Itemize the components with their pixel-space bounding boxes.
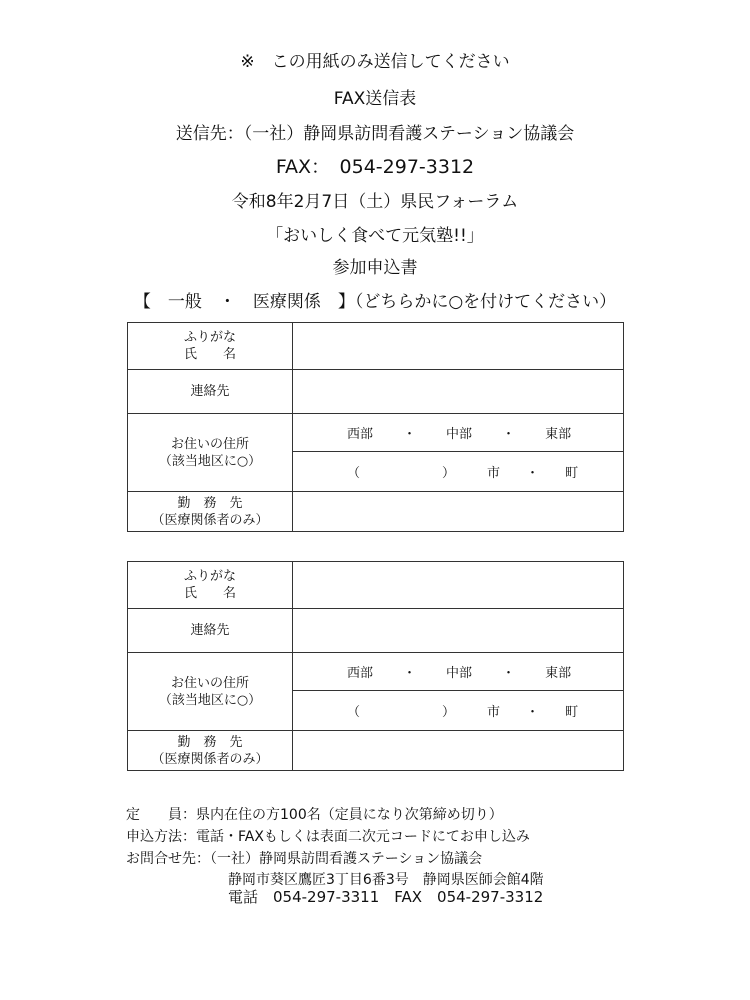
paren-close: ） — [442, 705, 456, 720]
region-east[interactable]: 東部 — [545, 427, 572, 442]
application-form-2 — [127, 561, 624, 771]
name-label-text: 氏 名 — [183, 586, 236, 601]
contact-label: 連絡先 — [128, 609, 293, 653]
application-form-1 — [127, 322, 624, 532]
city-field[interactable] — [293, 452, 624, 492]
address-label — [128, 653, 293, 731]
contact-field[interactable] — [293, 370, 624, 414]
separator-dot: ・ — [403, 427, 417, 442]
separator-dot: ・ — [526, 705, 540, 720]
paren-open: （ — [347, 466, 361, 481]
region-west[interactable]: 西部 — [347, 427, 374, 442]
workplace-label — [128, 731, 293, 771]
category-select: 【 一般 ・ 医療関係 】（どちらかに○を付けてください） — [133, 292, 617, 312]
event-date: 令和8年2月7日（土）県民フォーラム — [231, 192, 519, 212]
separator-dot: ・ — [502, 427, 516, 442]
workplace-field[interactable] — [293, 731, 624, 771]
town-option[interactable]: 町 — [565, 466, 579, 481]
workplace-field[interactable] — [293, 492, 624, 532]
inquiry-address: 静岡市葵区鷹匠3丁目6番3号 静岡県医師会館4階 — [228, 872, 544, 888]
address-label — [128, 414, 293, 492]
separator-dot: ・ — [403, 666, 417, 681]
workplace-label-text: 勤 務 先 — [177, 734, 243, 750]
furigana-label: ふりがな — [183, 569, 236, 584]
city-option[interactable]: 市 — [487, 705, 501, 720]
capacity-info: 定 員：県内在住の方100名（定員になり次第締め切り） — [126, 807, 503, 823]
header-note: ※ この用紙のみ送信してください — [240, 52, 510, 72]
region-options — [293, 414, 624, 452]
inquiry-phones: 電話 054-297-3311 FAX 054-297-3312 — [228, 888, 544, 906]
inquiry-contact: お問合せ先：（一社）静岡県訪問看護ステーション協議会 — [126, 851, 483, 867]
name-label-text: 氏 名 — [183, 347, 236, 362]
region-east[interactable]: 東部 — [545, 666, 572, 681]
fax-number: FAX： 054-297-3312 — [275, 156, 475, 178]
furigana-label: ふりがな — [183, 330, 236, 345]
event-title: 「おいしく食べて元気塾!!」 — [266, 226, 484, 246]
contact-field[interactable] — [293, 609, 624, 653]
name-label — [128, 562, 293, 609]
application-method: 申込方法：電話・FAXもしくは表面二次元コードにてお申し込み — [126, 829, 530, 845]
city-field[interactable] — [293, 691, 624, 731]
name-field[interactable] — [293, 323, 624, 370]
address-label-text: お住いの住所 — [170, 675, 249, 691]
form-title: 参加申込書 — [332, 258, 418, 278]
region-central[interactable]: 中部 — [446, 666, 473, 681]
contact-label: 連絡先 — [128, 370, 293, 414]
region-central[interactable]: 中部 — [446, 427, 473, 442]
city-option[interactable]: 市 — [487, 466, 501, 481]
address-note: （該当地区に○） — [158, 453, 262, 469]
name-label — [128, 323, 293, 370]
workplace-label — [128, 492, 293, 532]
workplace-note: （医療関係者のみ） — [151, 512, 269, 528]
name-field[interactable] — [293, 562, 624, 609]
region-west[interactable]: 西部 — [347, 666, 374, 681]
workplace-note: （医療関係者のみ） — [151, 751, 269, 767]
destination: 送信先：（一社）静岡県訪問看護ステーション協議会 — [175, 124, 575, 144]
town-option[interactable]: 町 — [565, 705, 579, 720]
separator-dot: ・ — [526, 466, 540, 481]
paren-open: （ — [347, 705, 361, 720]
paren-close: ） — [442, 466, 456, 481]
fax-title: FAX送信表 — [333, 89, 417, 109]
workplace-label-text: 勤 務 先 — [177, 495, 243, 511]
address-note: （該当地区に○） — [158, 692, 262, 708]
separator-dot: ・ — [502, 666, 516, 681]
address-label-text: お住いの住所 — [170, 436, 249, 452]
region-options — [293, 653, 624, 691]
